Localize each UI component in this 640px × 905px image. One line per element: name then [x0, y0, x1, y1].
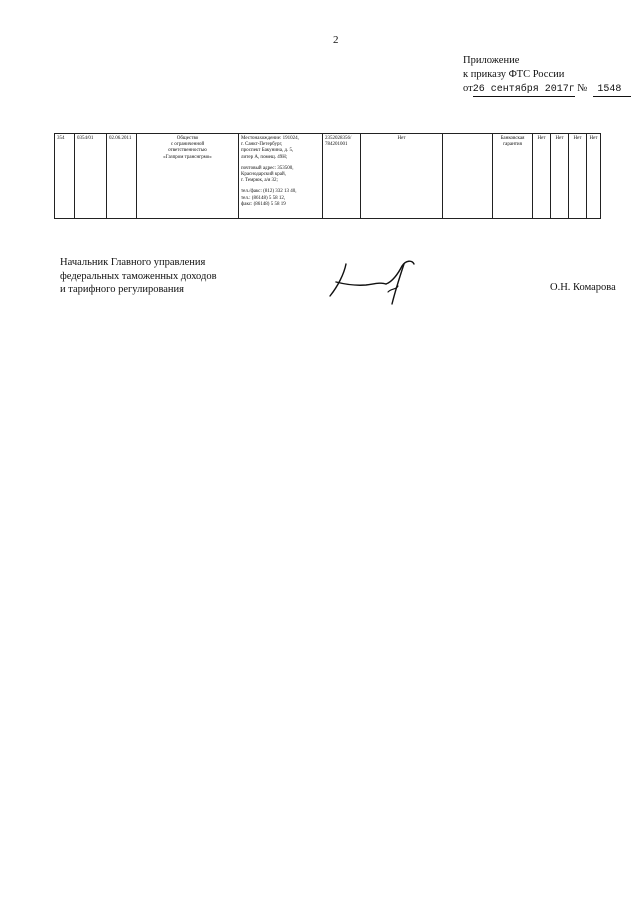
cell-net: Нет [361, 134, 443, 219]
cell-guarantee [493, 134, 533, 219]
cell-flag: Нет [551, 134, 569, 219]
address-line: Местонахождение: 191024, [241, 136, 299, 141]
cell-company-name [137, 134, 239, 219]
cell-date: 02.06.2011 [107, 134, 137, 219]
handwritten-signature [326, 258, 421, 306]
address-line: факс: (86148) 5 58 19 [241, 201, 286, 207]
appendix-from-prefix: от [463, 83, 473, 94]
signatory-title [60, 256, 217, 297]
address-line: г. Санкт-Петербург, [241, 142, 283, 148]
address-line: тел./факс: (812) 332 13 40, [241, 189, 297, 195]
address-line: Краснодарский край, [241, 172, 286, 178]
cell-inn-kpp [323, 134, 361, 219]
company-name-line: с ограниченной [170, 142, 205, 148]
cell-flag: Нет [569, 134, 587, 219]
cell-index: 354 [55, 134, 75, 219]
guarantee-line: гарантия [503, 142, 522, 148]
cell-reg-number: 0354/01 [75, 134, 107, 219]
appendix-number: 1548 [593, 84, 631, 97]
appendix-number-prefix: № [577, 83, 588, 94]
cell-flag: Нет [533, 134, 551, 219]
cell-address [239, 134, 323, 219]
table-row [55, 134, 601, 219]
appendix-order-ref: к приказу ФТС России [463, 69, 565, 80]
company-name-line: Общество [176, 136, 199, 141]
signatory-title-line: федеральных таможенных доходов [60, 270, 217, 282]
appendix-date-line [463, 82, 631, 97]
appendix-date: 26 сентября 2017г [472, 84, 575, 95]
address-line: тел.: (86148) 5 58 12, [241, 195, 286, 201]
signer-name: О.Н. Комарова [550, 282, 616, 293]
address-line: почтовый адрес: 353500, [241, 165, 294, 171]
address-line: проспект Бакунина, д. 5, [241, 148, 294, 154]
cell-empty [443, 134, 493, 219]
address-line: литер А, помещ. 49Н; [241, 154, 288, 160]
signatory-title-line: и тарифного регулирования [60, 284, 184, 295]
kpp-line: 784201001 [325, 142, 348, 148]
signatory-title-line: Начальник Главного управления [60, 257, 206, 268]
company-name-line: ответственностью [168, 148, 207, 154]
appendix-header [463, 54, 631, 97]
guarantee-line: Банковская [500, 136, 525, 141]
registry-table [54, 133, 601, 219]
page-number: 2 [333, 34, 339, 46]
company-name-line: «Газпром транснгрмо» [163, 154, 212, 160]
cell-flag: Нет [587, 134, 601, 219]
inn-line: 2352028356/ [325, 136, 352, 141]
appendix-title: Приложение [463, 55, 520, 66]
address-line: г. Темрюк, а/я 32; [241, 178, 278, 184]
